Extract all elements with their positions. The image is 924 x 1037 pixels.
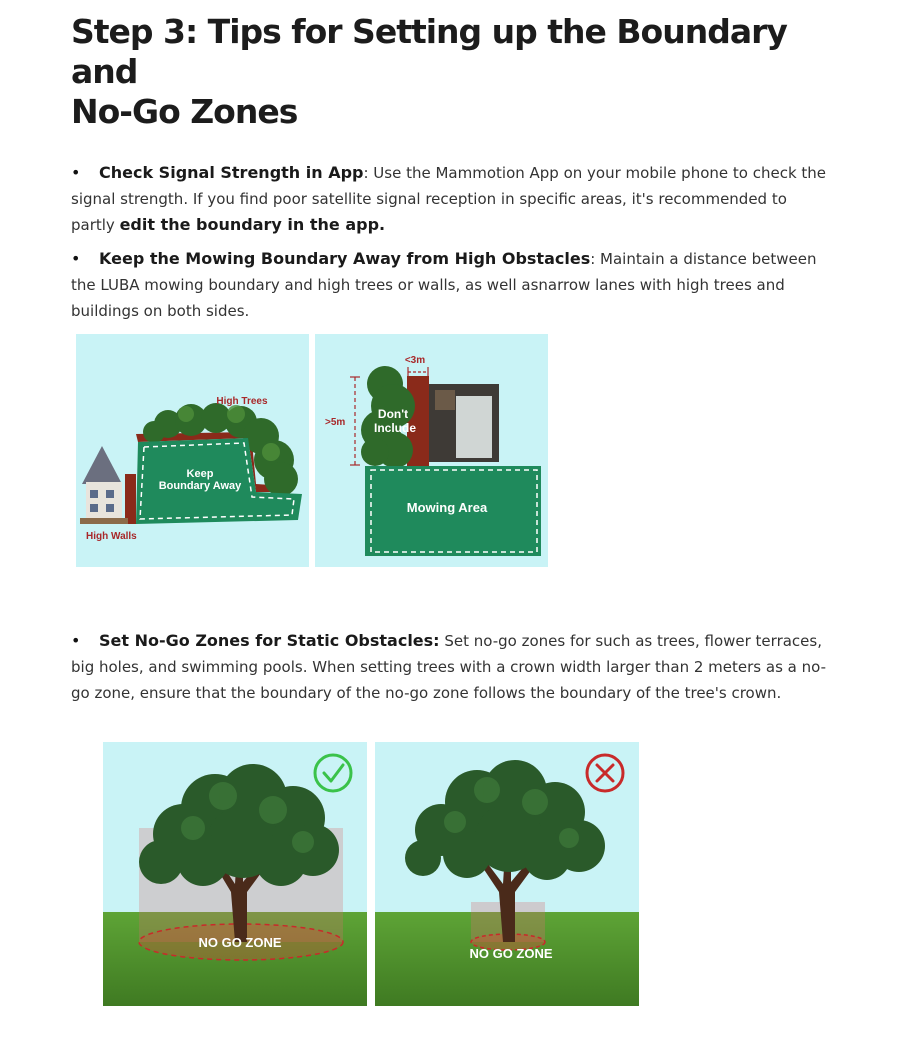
height-limit-label: >5m	[325, 417, 346, 428]
keep-label-line-1: Keep	[186, 468, 214, 480]
width-limit-label: <3m	[404, 355, 426, 366]
tip-text: : Maintain a distance between the LUBA mowing boundary and high trees or walls, as well asnarrow lanes with high trees and buildings on both sides.	[71, 250, 817, 320]
bullet-icon: •	[71, 249, 81, 268]
tip-keep-boundary-away	[71, 246, 831, 324]
tip-no-go-zones	[71, 628, 831, 706]
figure-dont-include	[315, 334, 548, 567]
figure-keep-boundary-away	[76, 334, 309, 567]
tip-title: Check Signal Strength in App	[99, 163, 364, 182]
keep-label-line-2: Boundary Away	[158, 480, 242, 492]
heading-line-2: No-Go Zones	[71, 92, 298, 131]
tip-signal-strength	[71, 160, 831, 238]
figure-correct-no-go-zone	[103, 742, 367, 1006]
tip-bold-end: edit the boundary in the app.	[119, 215, 386, 234]
bullet-icon: •	[71, 163, 81, 182]
section-heading	[71, 12, 831, 132]
figure-wrong-no-go-zone	[375, 742, 639, 1006]
heading-line-1: Step 3: Tips for Setting up the Boundary and	[71, 12, 787, 91]
tip-title: Keep the Mowing Boundary Away from High Obstacles	[99, 249, 591, 268]
no-go-zone-label-wrong: NO GO ZONE	[469, 946, 553, 961]
tips-list	[71, 160, 831, 324]
dont-include-line-2: Include	[373, 421, 417, 435]
tip-text: Set no-go zones for such as trees, flower terraces, big holes, and swimming pools. When setting trees with a crown width larger than 2 meters as a no-go zone, ensure that the boundary of the no-go zone follows the boundary of the tree's crown.	[71, 632, 826, 702]
bullet-icon: •	[71, 631, 81, 650]
high-walls-label: High Walls	[86, 531, 137, 542]
building-icon	[429, 384, 499, 462]
dont-include-line-1: Don't	[377, 407, 409, 421]
high-trees-label: High Trees	[216, 396, 268, 407]
no-go-zone-label-correct: NO GO ZONE	[198, 935, 282, 950]
tip-title: Set No-Go Zones for Static Obstacles:	[99, 631, 440, 650]
mowing-area-label: Mowing Area	[406, 500, 488, 515]
tip-text: : Use the Mammotion App on your mobile phone to check the signal strength. If you find poor satellite signal reception in specific areas, it's recommended to partly	[71, 164, 827, 234]
